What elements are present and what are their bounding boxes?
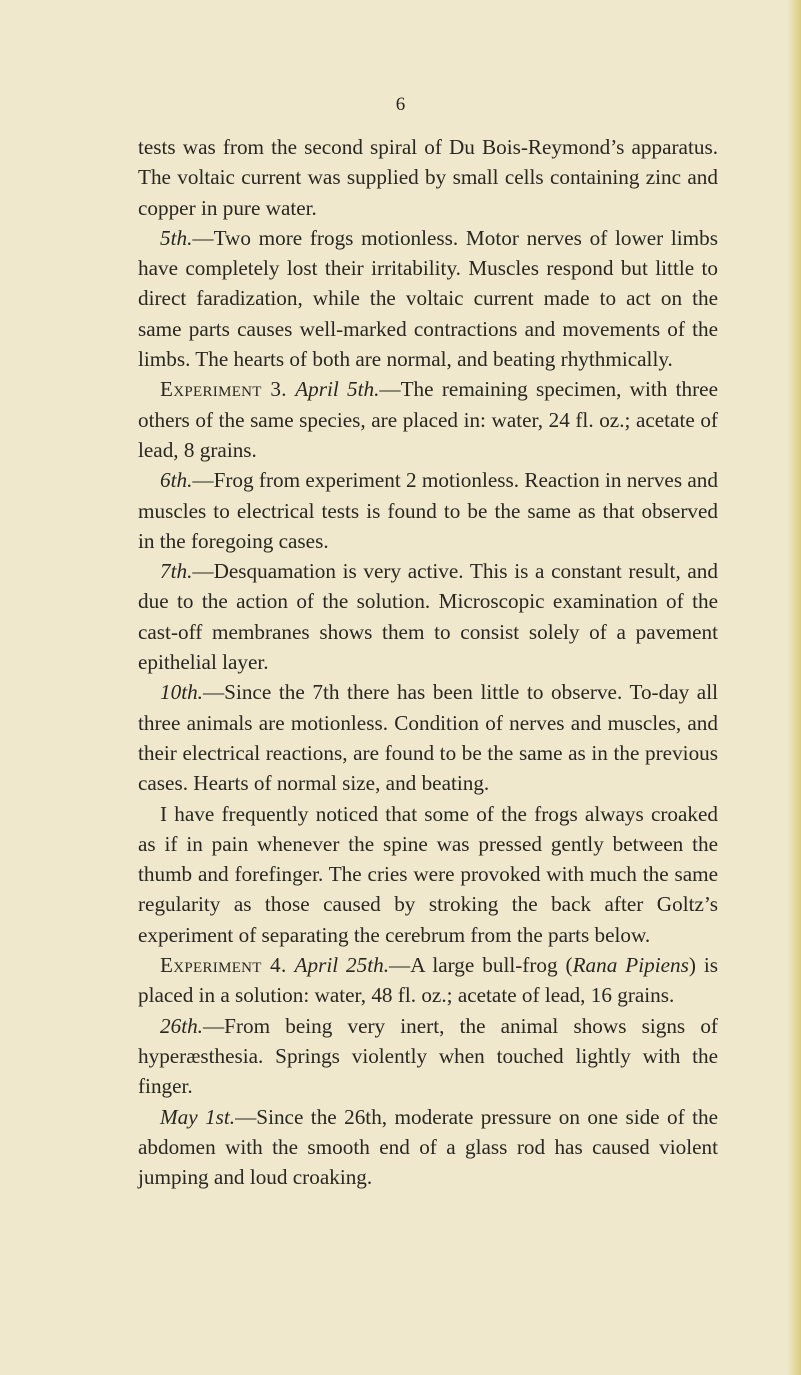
entry-date: May 1st.: [160, 1104, 236, 1129]
entry-text: —Two more frogs motionless. Motor nerves of lower limbs have completely lost their irritability. Muscles respond but little to direct faradization, while the voltaic current made to act on the same parts causes well-marked contractions and movements of the limbs. The hearts of both are normal, and beating rhythmically.: [138, 225, 718, 372]
paragraph-1: tests was from the second spiral of Du Bois-Reymond’s apparatus. The voltaic current was supplied by small cells containing zinc and copper in pure water.: [138, 135, 718, 220]
experiment-label: Experiment 4.: [160, 953, 287, 978]
entry-date: 10th.: [160, 680, 203, 705]
entry-date: 6th.: [160, 468, 193, 493]
entry-text: —Desquamation is very active. This is a constant result, and due to the action of the solution. Microscopic examination of the cast-off membranes shows them to consist solely of a pavement epithelial layer.: [138, 559, 718, 675]
entry-text: ) is placed in a solution: water, 48 fl. oz.; acetate of lead, 16 grains.: [138, 953, 719, 1008]
body-text: [138, 132, 718, 1192]
entry-date: 26th.: [160, 1013, 203, 1038]
entry-text: —Since the 26th, moderate pressure on one side of the abdomen with the smooth end of a glass rod has caused violent jumping and loud croaking.: [138, 1104, 718, 1190]
paragraph-6: [138, 677, 718, 798]
paragraph-2: [138, 223, 718, 374]
entry-text: —Since the 7th there has been little to observe. To-day all three animals are motionless. Condition of nerves and muscles, and their electrical reactions, are found to be the same as in the previous cases. Hearts of normal size, and beating.: [138, 680, 718, 796]
entry-text: —The remaining specimen, with three others of the same species, are placed in: water, 24 fl. oz.; acetate of lead, 8 grains.: [138, 377, 718, 462]
paragraph-5: [138, 556, 718, 677]
experiment-label: Experiment 3.: [160, 377, 287, 402]
paragraph-9: [138, 1011, 718, 1102]
paragraph-4: [138, 465, 718, 556]
entry-date: April 25th.: [294, 953, 390, 978]
paragraph-10: [138, 1102, 718, 1193]
page-number: 6: [395, 94, 406, 115]
paragraph-7: I have frequently noticed that some of the frogs always croaked as if in pain whenever the spine was pressed gently between the thumb and forefinger. The cries were provoked with much the same regularity as those caused by stroking the back after Goltz’s experiment of separating the cerebrum from the parts below.: [138, 801, 718, 947]
entry-text: —Frog from experiment 2 motionless. Reaction in nerves and muscles to electrical tests is found to be the same as that observed in the foregoing cases.: [138, 468, 718, 553]
entry-text: —A large bull-frog (: [389, 953, 573, 978]
entry-text: —From being very inert, the animal shows signs of hyperæsthesia. Springs violently when touched lightly with the finger.: [138, 1013, 718, 1099]
paragraph-3: [138, 374, 718, 465]
species-name: Rana Pipiens: [572, 953, 689, 978]
page-edge-shadow: [787, 0, 801, 1375]
paragraph-8: [138, 950, 718, 1011]
entry-date: 7th.: [160, 559, 193, 584]
entry-date: 5th.: [160, 225, 193, 250]
entry-date: April 5th.: [295, 377, 380, 402]
